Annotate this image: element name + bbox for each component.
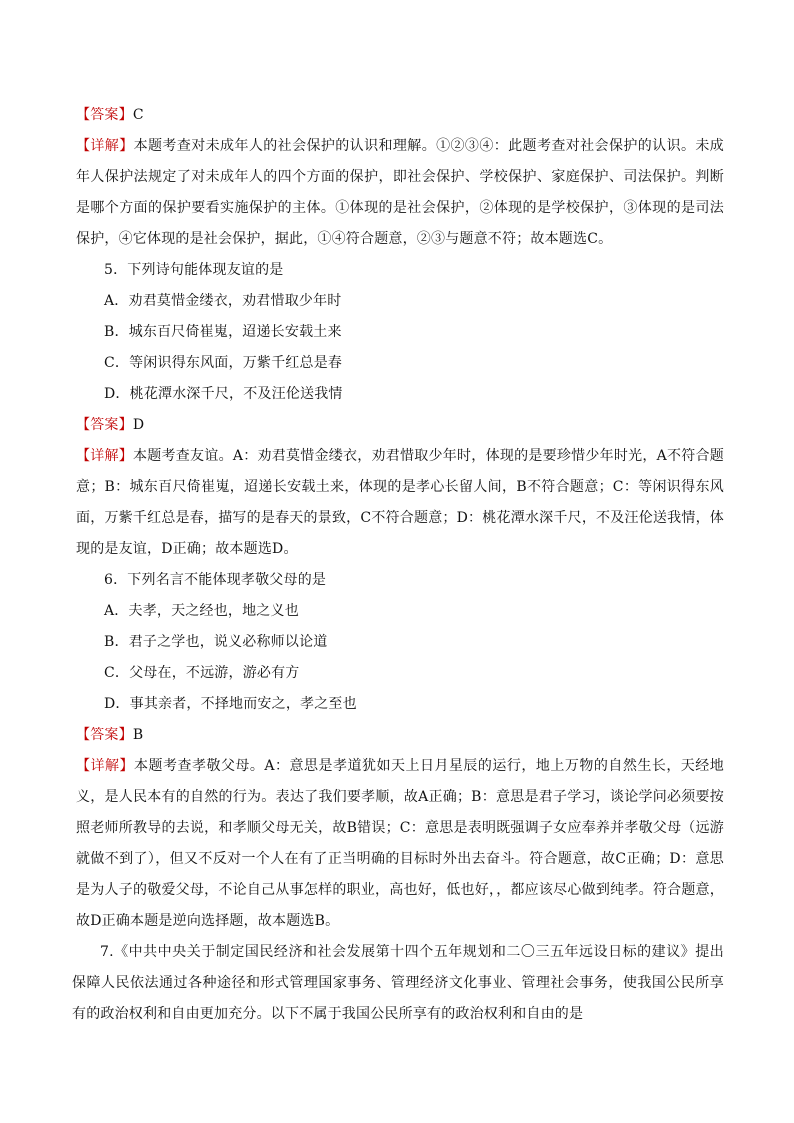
answer-line <box>72 100 724 131</box>
detail-paragraph <box>72 751 724 937</box>
answer-line <box>72 410 724 441</box>
question-5-stem: 5．下列诗句能体现友谊的是 <box>104 262 284 278</box>
question-5-option-b: B．城东百尺倚崔嵬，迢递长安载土来 <box>104 324 342 340</box>
question-5-option-c: C．等闲识得东风面，万紫千红总是春 <box>104 355 343 371</box>
detail-tag: 【详解】 <box>76 138 134 154</box>
answer-tag: 【答案】 <box>76 107 133 123</box>
question-5-option-d: D．桃花潭水深千尺，不及汪伦送我情 <box>104 386 343 402</box>
question-7-stem: 7.《中共中央关于制定国民经济和社会发展第十四个五年规划和二〇三五年远设日标的建议》提出保障人民依法通过各种途径和形式管理国家事务、管理经济文化事业、管理社会事务，使我国公民所享有的政治权利和自由更加充分。以下不属于我国公民所享有的政治权利和自由的是 <box>72 944 724 1022</box>
question-6-option-d: D．事其亲者，不择地而安之，孝之至也 <box>104 696 357 712</box>
detail-text: 本题考查友谊。A：劝君莫惜金缕衣，劝君惜取少年时，体现的是要珍惜少年时光，A不符合题意；B：城东百尺倚崔嵬，迢递长安载土来，体现的是孝心长留人间，B不符合题意；C：等闲识得东风面，万紫千红总是春，描写的是春天的景致，C不符合题意；D：桃花潭水深千尺，不及汪伦送我情，体现的是友谊，D正确；故本题选D。 <box>76 448 724 557</box>
detail-text: 本题考查孝敬父母。A：意思是孝道犹如天上日月星辰的运行，地上万物的自然生长，天经地义，是人民本有的自然的行为。表达了我们要孝顺，故A正确；B：意思是君子学习，谈论学问必须要按照老师所教导的去说，和孝顺父母无关，故B错误；C：意思是表明既强调子女应奉养并孝敬父母（远游就做不到了），但又不反对一个人在有了正当明确的目标时外出去奋斗。符合题意，故C正确；D：意思是为人子的敬爱父母，不论自己从事怎样的职业，高也好，低也好，，都应该尽心做到纯孝。符合题意，故D正确本题是逆向选择题，故本题选B。 <box>76 758 724 929</box>
question-6-option-b: B．君子之学也，说义必称师以论道 <box>104 634 328 650</box>
question-6-option-a: A．夫孝，天之经也，地之义也 <box>104 603 299 619</box>
answer-tag: 【答案】 <box>76 417 133 433</box>
question-6-stem: 6．下列名言不能体现孝敬父母的是 <box>104 572 327 588</box>
detail-paragraph <box>72 131 724 255</box>
answer-value: C <box>132 107 144 123</box>
answer-value: B <box>132 727 144 743</box>
detail-paragraph <box>72 441 724 565</box>
question-6-option-c: C．父母在，不远游，游必有方 <box>104 665 300 681</box>
detail-tag: 【详解】 <box>76 758 134 774</box>
question-5-option-a: A．劝君莫惜金缕衣，劝君惜取少年时 <box>104 293 342 309</box>
answer-tag: 【答案】 <box>76 727 133 743</box>
answer-line <box>72 720 724 751</box>
detail-tag: 【详解】 <box>76 448 134 464</box>
detail-text: 本题考查对未成年人的社会保护的认识和理解。①②③④：此题考查对社会保护的认识。未成年人保护法规定了对未成年人的四个方面的保护，即社会保护、学校保护、家庭保护、司法保护。判断是哪个方面的保护要看实施保护的主体。①体现的是社会保护，②体现的是学校保护，③体现的是司法保护，④它体现的是社会保护，据此，①④符合题意，②③与题意不符；故本题选C。 <box>76 138 724 247</box>
answer-value: D <box>132 417 145 433</box>
